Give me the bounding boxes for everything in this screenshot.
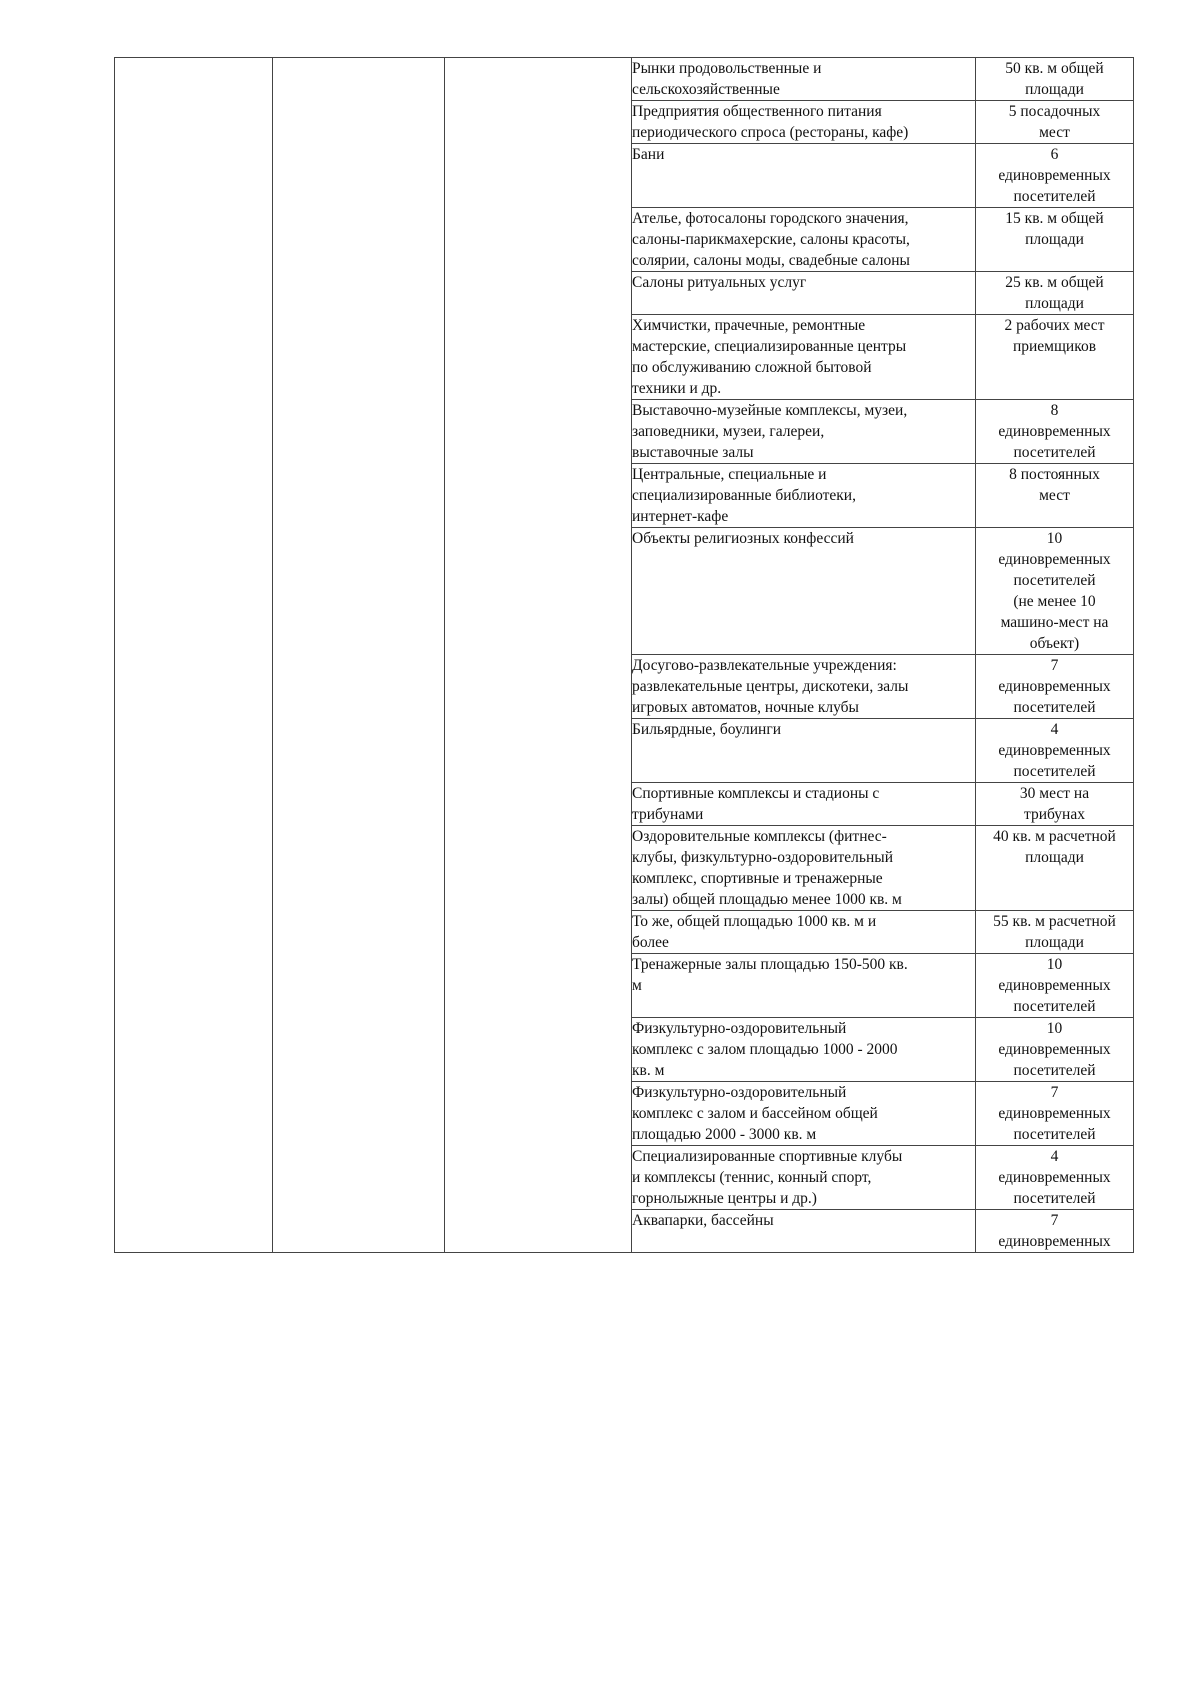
parking-norm-cell xyxy=(976,655,1134,719)
parking-norm-text: 10 единовременных посетителей (не менее 10 машино-мест на объект) xyxy=(998,530,1111,652)
parking-norm-text: 5 посадочных мест xyxy=(1008,103,1101,141)
parking-norm-text: 6 единовременных посетителей xyxy=(998,146,1111,205)
parking-norm-cell xyxy=(976,144,1134,208)
facility-type-text: Бильярдные, боулинги xyxy=(632,721,781,738)
facility-type-text: Физкультурно-оздоровительный комплекс с залом площадью 1000 - 2000 кв. м xyxy=(632,1020,898,1079)
parking-norm-cell xyxy=(976,954,1134,1018)
facility-type-text: Объекты религиозных конфессий xyxy=(632,530,854,547)
facility-type-cell xyxy=(632,400,976,464)
facility-type-cell xyxy=(632,719,976,783)
parking-norm-cell xyxy=(976,826,1134,911)
facility-type-text: Салоны ритуальных услуг xyxy=(632,274,807,291)
facility-type-cell xyxy=(632,1082,976,1146)
facility-type-text: Специализированные спортивные клубы и комплексы (теннис, конный спорт, горнолыжные центры и др.) xyxy=(632,1148,903,1207)
parking-norm-cell xyxy=(976,400,1134,464)
parking-norm-text: 4 единовременных посетителей xyxy=(998,1148,1111,1207)
facility-type-text: Центральные, специальные и специализированные библиотеки, интернет-кафе xyxy=(632,466,856,525)
parking-norm-cell xyxy=(976,1146,1134,1210)
parking-norm-cell xyxy=(976,208,1134,272)
parking-norm-text: 2 рабочих мест приемщиков xyxy=(1004,317,1105,355)
parking-norm-cell xyxy=(976,528,1134,655)
facility-type-cell xyxy=(632,826,976,911)
parking-norm-cell xyxy=(976,464,1134,528)
parking-norm-text: 40 кв. м расчетной площади xyxy=(993,828,1116,866)
facility-type-cell xyxy=(632,783,976,826)
parking-norm-text: 4 единовременных посетителей xyxy=(998,721,1111,780)
facility-type-cell xyxy=(632,528,976,655)
parking-norm-text: 50 кв. м общей площади xyxy=(1005,60,1104,98)
facility-type-text: Ателье, фотосалоны городского значения, салоны-парикмахерские, салоны красоты, солярии, салоны моды, свадебные салоны xyxy=(632,210,910,269)
facility-type-cell xyxy=(632,1018,976,1082)
parking-norm-text: 10 единовременных посетителей xyxy=(998,956,1111,1015)
facility-type-text: Физкультурно-оздоровительный комплекс с залом и бассейном общей площадью 2000 - 3000 кв. м xyxy=(632,1084,878,1143)
facility-type-cell xyxy=(632,58,976,101)
parking-norm-text: 8 единовременных посетителей xyxy=(998,402,1111,461)
table-row xyxy=(115,58,1134,101)
parking-norm-text: 8 постоянных мест xyxy=(1009,466,1100,504)
facility-type-text: Выставочно-музейные комплексы, музеи, заповедники, музеи, галереи, выставочные залы xyxy=(632,402,908,461)
facility-type-text: Предприятия общественного питания периодического спроса (рестораны, кафе) xyxy=(632,103,909,141)
parking-norm-cell xyxy=(976,1082,1134,1146)
facility-type-text: То же, общей площадью 1000 кв. м и более xyxy=(632,913,877,951)
parking-norm-cell xyxy=(976,1210,1134,1253)
table-body xyxy=(115,58,1134,1253)
parking-norm-text: 25 кв. м общей площади xyxy=(1005,274,1104,312)
parking-norm-text: 7 единовременных посетителей xyxy=(998,657,1111,716)
empty-column-1 xyxy=(115,58,273,1253)
facility-type-cell xyxy=(632,954,976,1018)
parking-norm-text: 30 мест на трибунах xyxy=(1019,785,1090,823)
facility-type-cell xyxy=(632,272,976,315)
facility-type-text: Аквапарки, бассейны xyxy=(632,1212,774,1229)
facility-type-cell xyxy=(632,315,976,400)
parking-norm-cell xyxy=(976,101,1134,144)
parking-norm-cell xyxy=(976,911,1134,954)
parking-norm-cell xyxy=(976,58,1134,101)
empty-column-2 xyxy=(273,58,445,1253)
facility-type-text: Тренажерные залы площадью 150-500 кв. м xyxy=(632,956,908,994)
parking-norms-table xyxy=(114,57,1134,1253)
empty-column-3 xyxy=(445,58,632,1253)
parking-norm-text: 10 единовременных посетителей xyxy=(998,1020,1111,1079)
facility-type-cell xyxy=(632,208,976,272)
facility-type-cell xyxy=(632,1210,976,1253)
parking-norm-cell xyxy=(976,783,1134,826)
parking-norm-text: 15 кв. м общей площади xyxy=(1005,210,1104,248)
facility-type-cell xyxy=(632,144,976,208)
parking-norm-cell xyxy=(976,272,1134,315)
facility-type-text: Бани xyxy=(632,146,665,163)
parking-norm-text: 55 кв. м расчетной площади xyxy=(993,913,1116,951)
facility-type-cell xyxy=(632,101,976,144)
facility-type-text: Химчистки, прачечные, ремонтные мастерские, специализированные центры по обслуживанию сложной бытовой техники и др. xyxy=(632,317,907,397)
facility-type-text: Рынки продовольственные и сельскохозяйственные xyxy=(632,60,822,98)
facility-type-text: Досугово-развлекательные учреждения: развлекательные центры, дискотеки, залы игровых автоматов, ночные клубы xyxy=(632,657,909,716)
parking-norm-text: 7 единовременных посетителей xyxy=(998,1084,1111,1143)
facility-type-cell xyxy=(632,1146,976,1210)
parking-norm-text: 7 единовременных xyxy=(998,1212,1111,1250)
parking-norm-cell xyxy=(976,315,1134,400)
parking-norm-cell xyxy=(976,1018,1134,1082)
facility-type-cell xyxy=(632,655,976,719)
parking-norm-cell xyxy=(976,719,1134,783)
facility-type-text: Оздоровительные комплексы (фитнес- клубы, физкультурно-оздоровительный комплекс, спортивные и тренажерные залы) общей площадью менее 1000 кв. м xyxy=(632,828,902,908)
facility-type-cell xyxy=(632,464,976,528)
facility-type-cell xyxy=(632,911,976,954)
facility-type-text: Спортивные комплексы и стадионы с трибунами xyxy=(632,785,880,823)
